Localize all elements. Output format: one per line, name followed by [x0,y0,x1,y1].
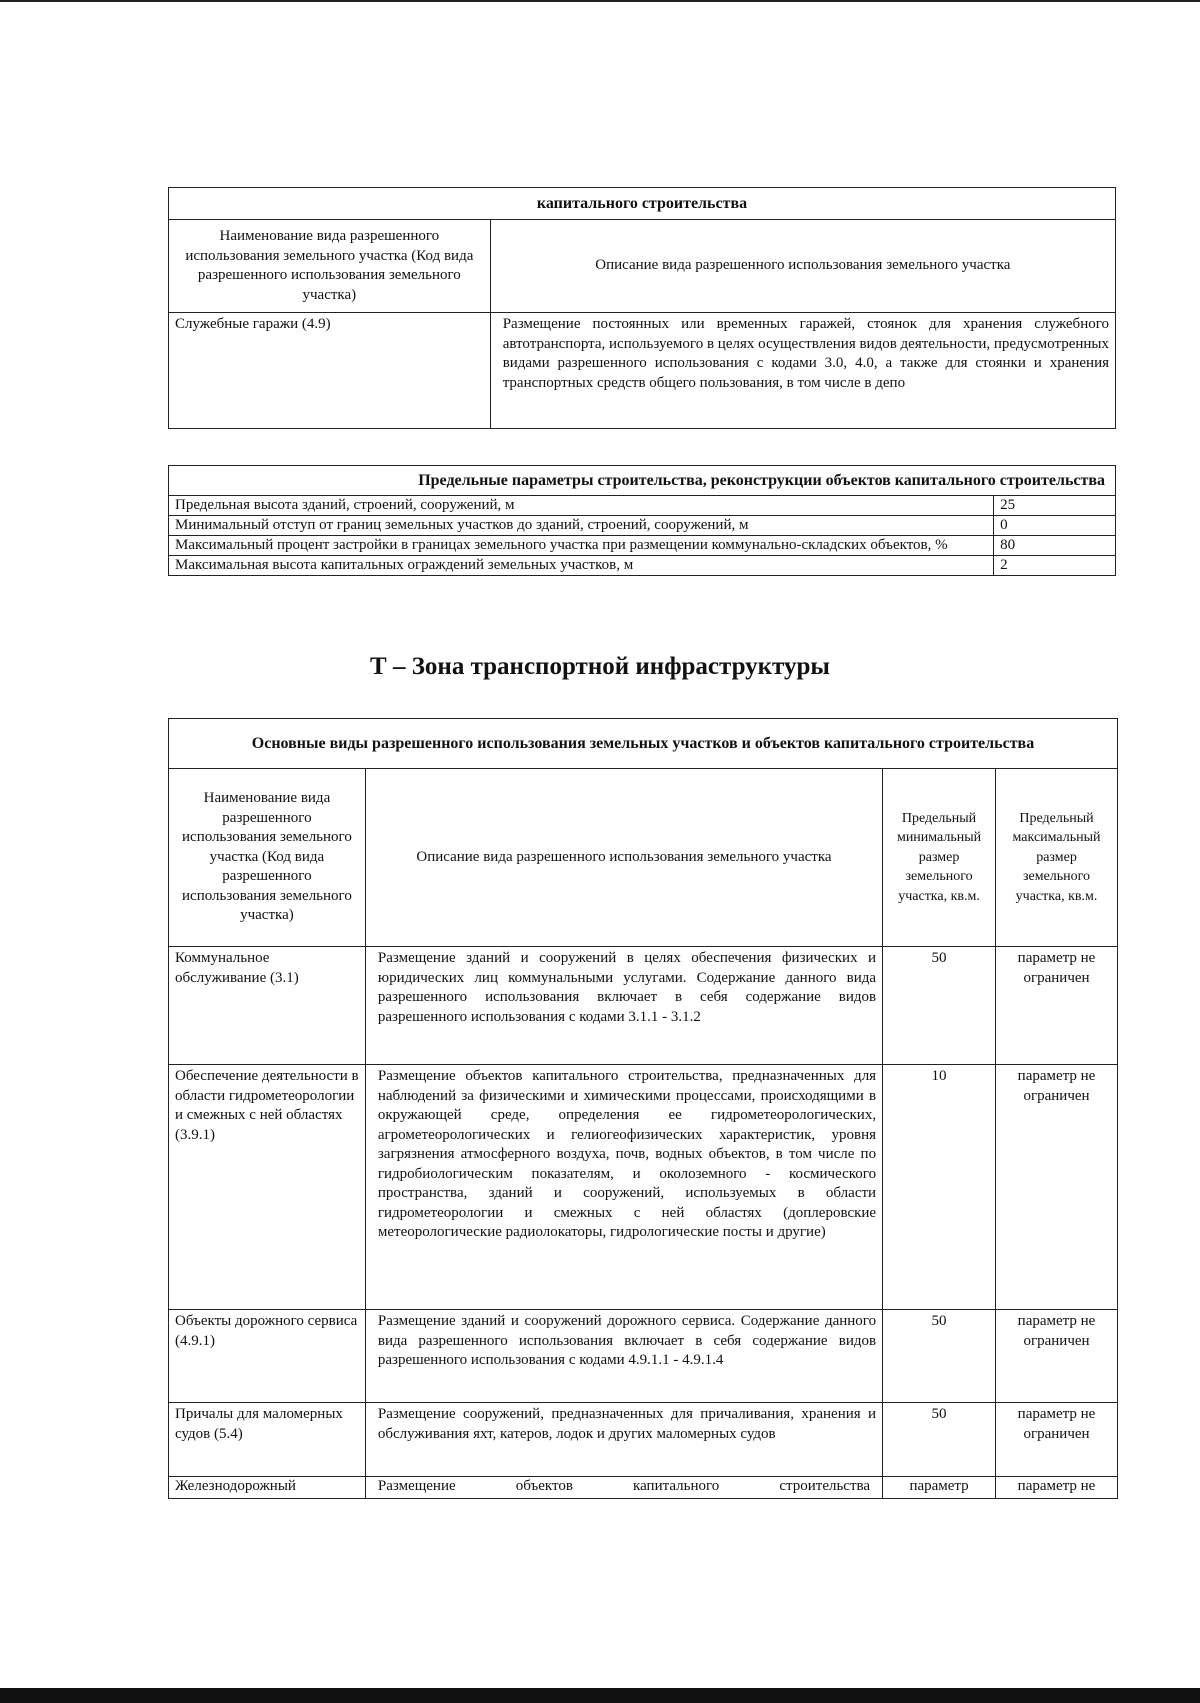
param-value: 0 [994,516,1116,536]
table1-col-desc-header: Описание вида разрешенного использования земельного участка [490,220,1115,313]
use-min-size: 10 [883,1065,996,1310]
use-max-size: параметр не ограничен [996,1065,1118,1310]
table3-col-min-header: Предельный минимальный размер земельного участка, кв.м. [883,769,996,947]
table1-row-name: Служебные гаражи (4.9) [169,313,491,429]
table2-title: Предельные параметры строительства, реконструкции объектов капитального строительства [169,466,1116,496]
use-max-size: параметр не [996,1477,1118,1499]
use-name: Коммунальное обслуживание (3.1) [169,947,366,1065]
permitted-use-table-continued [168,187,1116,429]
use-max-size: параметр не ограничен [996,1403,1118,1477]
param-value: 2 [994,556,1116,576]
limit-parameters-table [168,465,1116,576]
use-max-size: параметр не ограничен [996,1310,1118,1403]
use-desc: Размещение сооружений, предназначенных для причаливания, хранения и обслуживания яхт, катеров, лодок и других маломерных судов [365,1403,882,1477]
table3-col-name-header: Наименование вида разрешенного использования земельного участка (Код вида разрешенного использования земельного участка) [169,769,366,947]
table-row [169,556,1116,576]
use-desc: Размещение зданий и сооружений в целях обеспечения физических и юридических лиц коммунальными услугами. Содержание данного вида разрешенного использования включает в себя содержание видов разрешенного использования с кодами 3.1.1 - 3.1.2 [365,947,882,1065]
use-max-size: параметр не ограничен [996,947,1118,1065]
table-row [169,1477,1118,1499]
use-desc: Размещение зданий и сооружений дорожного сервиса. Содержание данного вида разрешенного использования включает в себя содержание видов разрешенного использования с кодами 4.9.1.1 - 4.9.1.4 [365,1310,882,1403]
table1-title: капитального строительства [169,188,1116,220]
table-row [169,536,1116,556]
param-label: Максимальная высота капитальных ограждений земельных участков, м [169,556,994,576]
param-label: Максимальный процент застройки в границах земельного участка при размещении коммунально-складских объектов, % [169,536,994,556]
use-desc: Размещение объектов капитального строительства [365,1477,882,1499]
scan-top-edge [0,0,1200,2]
table1-row-desc: Размещение постоянных или временных гаражей, стоянок для хранения служебного автотранспорта, используемого в целях осуществления видов деятельности, предусмотренных видами разрешенного использования с кодами 3.0, 4.0, а также для стоянки и хранения транспортных средств общего пользования, в том числе в депо [490,313,1115,429]
use-name: Причалы для маломерных судов (5.4) [169,1403,366,1477]
param-label: Минимальный отступ от границ земельных участков до зданий, строений, сооружений, м [169,516,994,536]
param-value: 25 [994,496,1116,516]
main-permitted-uses-table [168,718,1118,1499]
use-name: Обеспечение деятельности в области гидрометеорологии и смежных с ней областях (3.9.1) [169,1065,366,1310]
use-name: Объекты дорожного сервиса (4.9.1) [169,1310,366,1403]
zone-title: Т – Зона транспортной инфраструктуры [370,653,830,680]
table-row [169,1065,1118,1310]
use-min-size: 50 [883,1403,996,1477]
table1-col-name-header: Наименование вида разрешенного использования земельного участка (Код вида разрешенного использования земельного участка) [169,220,491,313]
table3-title: Основные виды разрешенного использования земельных участков и объектов капитального строительства [169,719,1118,769]
use-min-size: параметр [883,1477,996,1499]
use-name: Железнодорожный [169,1477,366,1499]
use-desc: Размещение объектов капитального строительства, предназначенных для наблюдений за физическими и химическими процессами, происходящими в окружающей среде, определения ее гидрометеорологических, агрометеорологических и гелиогеофизических характеристик, уровня загрязнения атмосферного воздуха, почв, водных объектов, в том числе по гидробиологическим показателям, и околоземного - космического пространства, зданий и сооружений, используемых в области гидрометеорологии и смежных с ней областях (доплеровские метеорологические радиолокаторы, гидрологические посты и другие) [365,1065,882,1310]
table-row [169,947,1118,1065]
table-row [169,1310,1118,1403]
table-row [169,1403,1118,1477]
use-min-size: 50 [883,947,996,1065]
table3-col-max-header: Предельный максимальный размер земельного участка, кв.м. [996,769,1118,947]
param-value: 80 [994,536,1116,556]
table-row [169,516,1116,536]
table-row [169,496,1116,516]
scan-bottom-edge [0,1688,1200,1703]
use-min-size: 50 [883,1310,996,1403]
param-label: Предельная высота зданий, строений, сооружений, м [169,496,994,516]
table3-col-desc-header: Описание вида разрешенного использования земельного участка [365,769,882,947]
